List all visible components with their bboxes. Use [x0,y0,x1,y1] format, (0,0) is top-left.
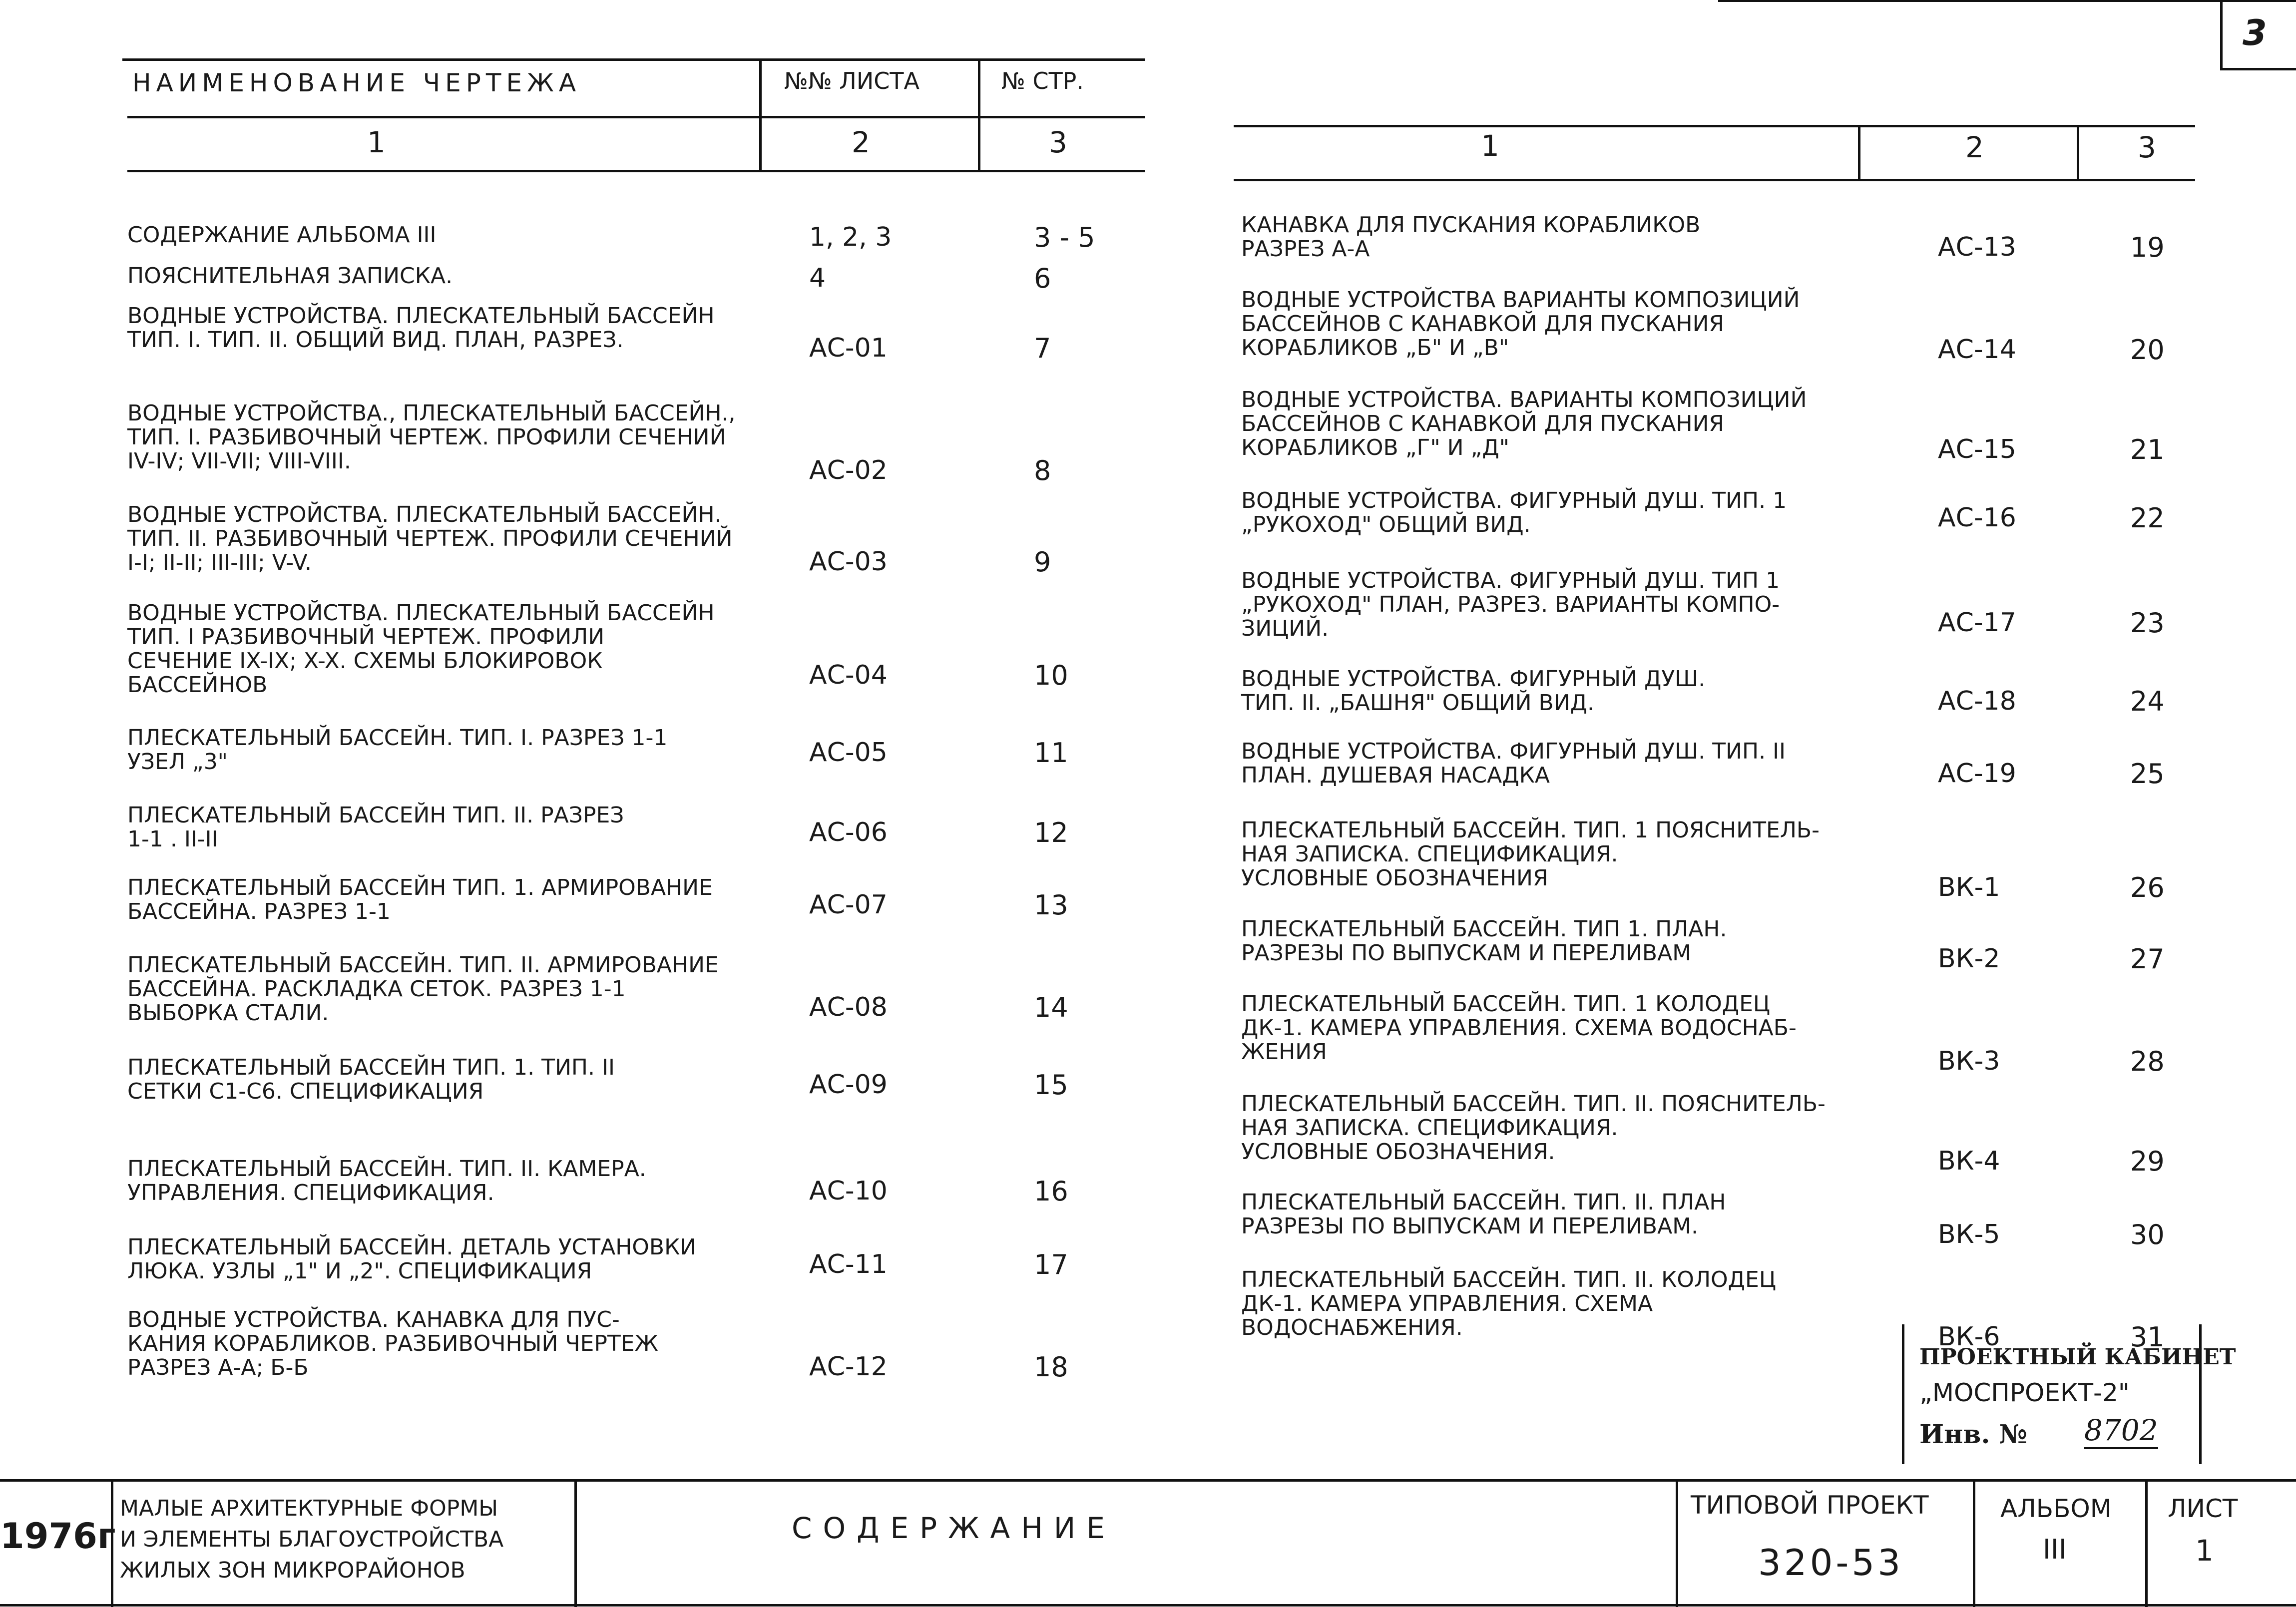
left-row-14-name-line-2: КАНИЯ КОРАБЛИКОВ. РАЗБИВОЧНЫЙ ЧЕРТЕЖ [127,1331,658,1356]
left-row-8-sheet-number: АС-06 [809,817,888,847]
stamp-inventory-label: Инв. № [1919,1419,2028,1450]
right-row-12-page-number: 30 [2130,1219,2165,1250]
right-row-6-sheet-number: АС-18 [1938,686,2016,716]
right-row-2-name-line-2: БАССЕЙНОВ С КАНАВКОЙ ДЛЯ ПУСКАНИЯ [1241,311,1725,337]
left-row-8-name-line-2: 1-1 . II-II [127,826,218,852]
left-row-1-page-number: 3 - 5 [1034,222,1095,253]
left-header-top-line [122,58,1145,61]
left-row-4-name-line-3: IV-IV; VII-VII; VIII-VIII. [127,448,351,474]
right-row-13-sheet-number: ВК-6 [1938,1322,2000,1352]
stamp-organization: „МОСПРОЕКТ-2" [1919,1378,2130,1407]
right-row-9-name-line-1: ПЛЕСКАТЕЛЬНЫЙ БАССЕЙН. ТИП 1. ПЛАН. [1241,916,1727,942]
left-row-10-name-line-3: ВЫБОРКА СТАЛИ. [127,1000,329,1026]
title-divider-subject [574,1479,577,1607]
left-row-8-page-number: 12 [1034,817,1068,848]
right-row-11-page-number: 29 [2130,1146,2165,1177]
left-col-divider-2 [978,58,980,172]
left-row-14-sheet-number: АС-12 [809,1352,888,1382]
left-row-1-sheet-number: 1, 2, 3 [809,222,892,252]
right-row-5-sheet-number: АС-17 [1938,608,2016,638]
right-row-12-name-line-1: ПЛЕСКАТЕЛЬНЫЙ БАССЕЙН. ТИП. II. ПЛАН [1241,1190,1726,1215]
left-row-13-name-line-2: ЛЮКА. УЗЛЫ „1" И „2". СПЕЦИФИКАЦИЯ [127,1258,592,1284]
right-row-7-name-line-2: ПЛАН. ДУШЕВАЯ НАСАДКА [1241,763,1550,788]
left-row-13-page-number: 17 [1034,1249,1068,1280]
left-row-4-name-line-2: ТИП. I. РАЗБИВОЧНЫЙ ЧЕРТЕЖ. ПРОФИЛИ СЕЧЕНИЙ [127,424,726,450]
right-row-8-page-number: 26 [2130,872,2165,903]
right-row-4-sheet-number: АС-16 [1938,503,2016,533]
left-row-8-name-line-1: ПЛЕСКАТЕЛЬНЫЙ БАССЕЙН ТИП. II. РАЗРЕЗ [127,803,624,828]
right-row-2-page-number: 20 [2130,334,2165,366]
right-row-6-page-number: 24 [2130,686,2165,717]
left-header-mid-line [127,116,1145,118]
left-row-6-name-line-2: ТИП. I РАЗБИВОЧНЫЙ ЧЕРТЕЖ. ПРОФИЛИ [127,624,605,650]
left-row-14-name-line-3: РАЗРЕЗ А-А; Б-Б [127,1355,309,1380]
top-border [1718,0,2296,2]
right-row-4-page-number: 22 [2130,502,2165,534]
title-block-bottom-line [0,1604,2296,1607]
header-drawing-name: НАИМЕНОВАНИЕ ЧЕРТЕЖА [132,68,581,97]
right-row-4-name-line-2: „РУКОХОД" ОБЩИЙ ВИД. [1241,512,1531,537]
right-row-9-sheet-number: ВК-2 [1938,944,2000,974]
left-row-10-sheet-number: АС-08 [809,992,888,1022]
right-row-7-name-line-1: ВОДНЫЕ УСТРОЙСТВА. ФИГУРНЫЙ ДУШ. ТИП. II [1241,739,1786,764]
left-row-5-sheet-number: АС-03 [809,547,888,577]
left-row-11-sheet-number: АС-09 [809,1070,888,1100]
right-row-1-name-line-2: РАЗРЕЗ А-А [1241,236,1370,262]
right-row-2-name-line-1: ВОДНЫЕ УСТРОЙСТВА ВАРИАНТЫ КОМПОЗИЦИЙ [1241,287,1800,313]
left-row-14-page-number: 18 [1034,1351,1068,1383]
right-row-10-page-number: 28 [2130,1046,2165,1077]
left-row-9-sheet-number: АС-07 [809,890,888,920]
right-column-number-2: 2 [1965,130,1984,164]
right-row-2-name-line-3: КОРАБЛИКОВ „Б" И „В" [1241,335,1509,361]
left-column-number-3: 3 [1049,125,1067,159]
title-sheet-label: ЛИСТ [2168,1494,2238,1523]
left-row-12-sheet-number: АС-10 [809,1176,888,1206]
right-row-13-name-line-2: ДК-1. КАМЕРА УПРАВЛЕНИЯ. СХЕМА [1241,1291,1653,1316]
left-row-13-name-line-1: ПЛЕСКАТЕЛЬНЫЙ БАССЕЙН. ДЕТАЛЬ УСТАНОВКИ [127,1234,697,1260]
left-row-11-page-number: 15 [1034,1069,1068,1101]
left-row-5-name-line-3: I-I; II-II; III-III; V-V. [127,550,312,575]
sheet-corner-number: 3 [2243,12,2267,53]
left-column-number-2: 2 [852,125,870,159]
left-row-3-sheet-number: АС-01 [809,333,888,363]
title-divider-title [1676,1479,1678,1607]
left-row-4-name-line-1: ВОДНЫЕ УСТРОЙСТВА., ПЛЕСКАТЕЛЬНЫЙ БАССЕЙН., [127,401,736,426]
left-col-divider-1 [759,58,762,172]
title-year: 1976г [0,1516,116,1557]
title-project-label: ТИПОВОЙ ПРОЕКТ [1691,1491,1929,1520]
left-row-11-name-line-2: СЕТКИ С1-С6. СПЕЦИФИКАЦИЯ [127,1079,484,1104]
right-row-7-sheet-number: АС-19 [1938,759,2016,789]
stamp-office: ПРОЕКТНЫЙ КАБИНЕТ [1919,1344,2236,1370]
right-row-8-name-line-1: ПЛЕСКАТЕЛЬНЫЙ БАССЕЙН. ТИП. 1 ПОЯСНИТЕЛЬ- [1241,817,1820,843]
right-row-5-name-line-1: ВОДНЫЕ УСТРОЙСТВА. ФИГУРНЫЙ ДУШ. ТИП 1 [1241,568,1780,593]
left-row-7-sheet-number: АС-05 [809,738,888,768]
left-row-10-name-line-1: ПЛЕСКАТЕЛЬНЫЙ БАССЕЙН. ТИП. II. АРМИРОВАНИЕ [127,952,719,978]
left-row-14-name-line-1: ВОДНЫЕ УСТРОЙСТВА. КАНАВКА ДЛЯ ПУС- [127,1307,620,1332]
left-row-5-page-number: 9 [1034,546,1051,578]
left-column-number-1: 1 [367,125,386,159]
right-row-8-name-line-2: НАЯ ЗАПИСКА. СПЕЦИФИКАЦИЯ. [1241,841,1618,867]
right-row-3-page-number: 21 [2130,434,2165,465]
title-sheet-title: СОДЕРЖАНИЕ [792,1511,1116,1545]
left-row-3-name-line-2: ТИП. I. ТИП. II. ОБЩИЙ ВИД. ПЛАН, РАЗРЕЗ. [127,327,624,353]
title-album-label: АЛЬБОМ [2000,1494,2112,1523]
title-album-number: III [2043,1534,2067,1565]
left-row-4-sheet-number: АС-02 [809,455,888,485]
right-header-bottom-line [1234,179,2195,181]
title-sheet-number: 1 [2195,1534,2214,1568]
left-row-9-name-line-1: ПЛЕСКАТЕЛЬНЫЙ БАССЕЙН ТИП. 1. АРМИРОВАНИЕ [127,875,713,900]
right-column-number-1: 1 [1481,129,1499,163]
left-row-2-sheet-number: 4 [809,263,826,293]
right-row-8-sheet-number: ВК-1 [1938,872,2000,902]
right-row-1-page-number: 19 [2130,232,2165,263]
right-row-5-name-line-2: „РУКОХОД" ПЛАН, РАЗРЕЗ. ВАРИАНТЫ КОМПО- [1241,592,1780,617]
left-row-12-page-number: 16 [1034,1176,1068,1207]
right-row-10-name-line-3: ЖЕНИЯ [1241,1039,1327,1065]
left-row-7-page-number: 11 [1034,737,1068,769]
archive-stamp [1902,1321,2236,1464]
left-row-10-page-number: 14 [1034,992,1068,1023]
left-row-13-sheet-number: АС-11 [809,1249,888,1279]
right-column-number-3: 3 [2138,130,2156,164]
title-divider-project [1973,1479,1975,1607]
title-project-number: 320-53 [1758,1542,1904,1584]
right-row-11-name-line-3: УСЛОВНЫЕ ОБОЗНАЧЕНИЯ. [1241,1139,1555,1165]
left-row-2-name-line-1: ПОЯСНИТЕЛЬНАЯ ЗАПИСКА. [127,263,453,289]
left-row-1-name-line-1: СОДЕРЖАНИЕ АЛЬБОМА III [127,222,437,248]
left-row-4-page-number: 8 [1034,455,1051,486]
header-page-numbers: № СТР. [1001,67,1084,94]
title-divider-album [2145,1479,2148,1607]
right-row-10-sheet-number: ВК-3 [1938,1046,2000,1076]
left-row-12-name-line-2: УПРАВЛЕНИЯ. СПЕЦИФИКАЦИЯ. [127,1180,494,1205]
left-row-12-name-line-1: ПЛЕСКАТЕЛЬНЫЙ БАССЕЙН. ТИП. II. КАМЕРА. [127,1156,646,1182]
right-row-3-name-line-3: КОРАБЛИКОВ „Г" И „Д" [1241,435,1509,460]
corner-box-left [2220,0,2223,70]
title-subject-line-3: ЖИЛЫХ ЗОН МИКРОРАЙОНОВ [120,1558,465,1583]
left-row-2-page-number: 6 [1034,263,1051,294]
title-subject-line-1: МАЛЫЕ АРХИТЕКТУРНЫЕ ФОРМЫ [120,1496,498,1521]
left-row-7-name-line-2: УЗЕЛ „3" [127,749,228,775]
right-row-1-name-line-1: КАНАВКА ДЛЯ ПУСКАНИЯ КОРАБЛИКОВ [1241,212,1701,238]
right-row-3-name-line-2: БАССЕЙНОВ С КАНАВКОЙ ДЛЯ ПУСКАНИЯ [1241,411,1725,436]
right-col-divider-2 [2077,125,2079,181]
right-row-12-name-line-2: РАЗРЕЗЫ ПО ВЫПУСКАМ И ПЕРЕЛИВАМ. [1241,1213,1699,1239]
right-row-3-name-line-1: ВОДНЫЕ УСТРОЙСТВА. ВАРИАНТЫ КОМПОЗИЦИЙ [1241,387,1807,412]
left-row-11-name-line-1: ПЛЕСКАТЕЛЬНЫЙ БАССЕЙН ТИП. 1. ТИП. II [127,1055,615,1080]
header-sheet-numbers: №№ ЛИСТА [784,67,919,94]
left-row-7-name-line-1: ПЛЕСКАТЕЛЬНЫЙ БАССЕЙН. ТИП. I. РАЗРЕЗ 1-1 [127,725,668,751]
right-row-6-name-line-2: ТИП. II. „БАШНЯ" ОБЩИЙ ВИД. [1241,690,1595,716]
title-block-top-line [0,1479,2296,1482]
right-header-top-line [1234,125,2195,127]
right-row-9-name-line-2: РАЗРЕЗЫ ПО ВЫПУСКАМ И ПЕРЕЛИВАМ [1241,940,1692,966]
left-row-9-name-line-2: БАССЕЙНА. РАЗРЕЗ 1-1 [127,899,391,924]
right-row-3-sheet-number: АС-15 [1938,434,2016,464]
right-row-7-page-number: 25 [2130,758,2165,790]
title-subject-line-2: И ЭЛЕМЕНТЫ БЛАГОУСТРОЙСТВА [120,1527,504,1552]
left-row-3-name-line-1: ВОДНЫЕ УСТРОЙСТВА. ПЛЕСКАТЕЛЬНЫЙ БАССЕЙН [127,303,715,329]
right-row-1-sheet-number: АС-13 [1938,232,2016,262]
right-row-11-sheet-number: ВК-4 [1938,1146,2000,1176]
right-row-2-sheet-number: АС-14 [1938,335,2016,365]
left-row-10-name-line-2: БАССЕЙНА. РАСКЛАДКА СЕТОК. РАЗРЕЗ 1-1 [127,976,626,1002]
right-col-divider-1 [1858,125,1860,181]
left-row-9-page-number: 13 [1034,889,1068,921]
left-row-6-page-number: 10 [1034,660,1068,691]
right-row-6-name-line-1: ВОДНЫЕ УСТРОЙСТВА. ФИГУРНЫЙ ДУШ. [1241,666,1706,692]
left-header-bottom-line [127,170,1145,172]
right-row-13-name-line-3: ВОДОСНАБЖЕНИЯ. [1241,1315,1463,1340]
right-row-13-name-line-1: ПЛЕСКАТЕЛЬНЫЙ БАССЕЙН. ТИП. II. КОЛОДЕЦ [1241,1267,1776,1292]
right-row-8-name-line-3: УСЛОВНЫЕ ОБОЗНАЧЕНИЯ [1241,865,1548,891]
left-row-6-name-line-4: БАССЕЙНОВ [127,672,268,698]
corner-box-bottom [2220,68,2296,70]
left-row-3-page-number: 7 [1034,333,1051,364]
left-row-6-name-line-1: ВОДНЫЕ УСТРОЙСТВА. ПЛЕСКАТЕЛЬНЫЙ БАССЕЙН [127,600,715,626]
right-row-9-page-number: 27 [2130,943,2165,975]
right-row-13-page-number: 31 [2130,1321,2165,1353]
left-row-5-name-line-1: ВОДНЫЕ УСТРОЙСТВА. ПЛЕСКАТЕЛЬНЫЙ БАССЕЙН. [127,502,722,527]
right-row-11-name-line-2: НАЯ ЗАПИСКА. СПЕЦИФИКАЦИЯ. [1241,1115,1618,1141]
right-row-5-name-line-3: ЗИЦИЙ. [1241,616,1329,641]
right-row-11-name-line-1: ПЛЕСКАТЕЛЬНЫЙ БАССЕЙН. ТИП. II. ПОЯСНИТЕЛЬ- [1241,1091,1826,1117]
right-row-4-name-line-1: ВОДНЫЕ УСТРОЙСТВА. ФИГУРНЫЙ ДУШ. ТИП. 1 [1241,488,1787,513]
left-row-5-name-line-2: ТИП. II. РАЗБИВОЧНЫЙ ЧЕРТЕЖ. ПРОФИЛИ СЕЧЕНИЙ [127,526,733,551]
right-row-12-sheet-number: ВК-5 [1938,1219,2000,1249]
left-row-6-name-line-3: СЕЧЕНИЕ IX-IX; X-X. СХЕМЫ БЛОКИРОВОК [127,648,603,674]
left-row-6-sheet-number: АС-04 [809,660,888,690]
right-row-5-page-number: 23 [2130,607,2165,639]
right-row-10-name-line-2: ДК-1. КАМЕРА УПРАВЛЕНИЯ. СХЕМА ВОДОСНАБ- [1241,1015,1797,1041]
right-row-10-name-line-1: ПЛЕСКАТЕЛЬНЫЙ БАССЕЙН. ТИП. 1 КОЛОДЕЦ [1241,991,1771,1017]
stamp-inventory-number: 8702 [2084,1413,2158,1449]
